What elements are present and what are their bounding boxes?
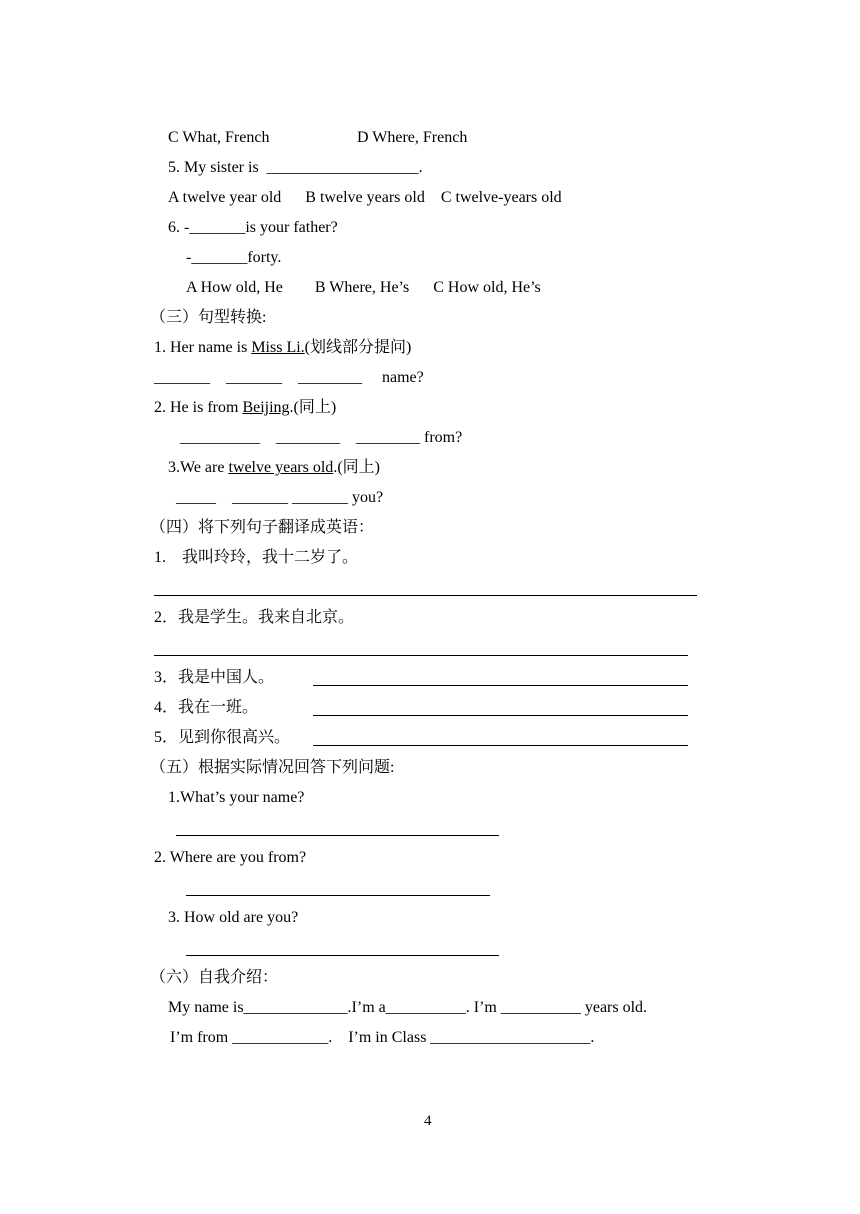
q4-option-d: D Where, French [357,129,468,146]
s5-question-2: 2. Where are you from? [154,849,307,866]
s6-line-2: I’m from ____________. I’m in Class ____________________. [170,1029,595,1046]
answer-line [186,895,490,896]
s4-item-3: 3．我是中国人。 [154,669,275,686]
s3-item-2: 2. He is from Beijing.(同上) [154,399,337,416]
s3-item-3-blanks: _____ _______ _______ you? [176,489,384,506]
s3-item-1-blanks: _______ _______ ________ name? [154,369,424,386]
q6-stem: 6. -_______is your father? [168,219,338,236]
underlined-phrase: twelve years old [228,459,334,476]
section-6-title: （六）自我介绍： [150,969,279,986]
answer-line [186,955,499,956]
s4-item-2: 2．我是学生。我来自北京。 [154,609,355,626]
answer-line [313,685,688,686]
answer-line [176,835,499,836]
page-number: 4 [424,1113,432,1129]
section-3-title: （三）句型转换: [150,309,267,326]
s4-item-1: 1. 我叫玲玲，我十二岁了。 [154,549,359,566]
q6-options: A How old, He B Where, He’s C How old, He’s [186,279,541,296]
section-4-title: （四）将下列句子翻译成英语： [150,519,375,536]
q5-stem: 5. My sister is ___________________. [168,159,423,176]
s6-line-1: My name is_____________.I’m a__________. I’m __________ years old. [168,999,648,1016]
s4-item-5: 5．见到你很高兴。 [154,729,291,746]
underlined-phrase: Beijing [242,399,290,416]
s3-item-3: 3.We are twelve years old.(同上) [168,459,380,476]
answer-line [154,595,697,596]
answer-line [313,745,688,746]
s5-question-1: 1.What’s your name? [168,789,305,806]
s5-question-3: 3. How old are you? [168,909,299,926]
q5-options: A twelve year old B twelve years old C twelve-years old [168,189,562,206]
underlined-phrase: Miss Li. [251,339,305,356]
q6-answer-line: -_______forty. [186,249,282,266]
answer-line [154,655,688,656]
s4-item-4: 4．我在一班。 [154,699,259,716]
answer-line [313,715,688,716]
q4-option-c: C What, French [168,129,270,146]
s3-item-1: 1. Her name is Miss Li.(划线部分提问) [154,339,412,356]
section-5-title: （五）根据实际情况回答下列问题: [150,759,395,776]
s3-item-2-blanks: __________ ________ ________ from? [180,429,463,446]
